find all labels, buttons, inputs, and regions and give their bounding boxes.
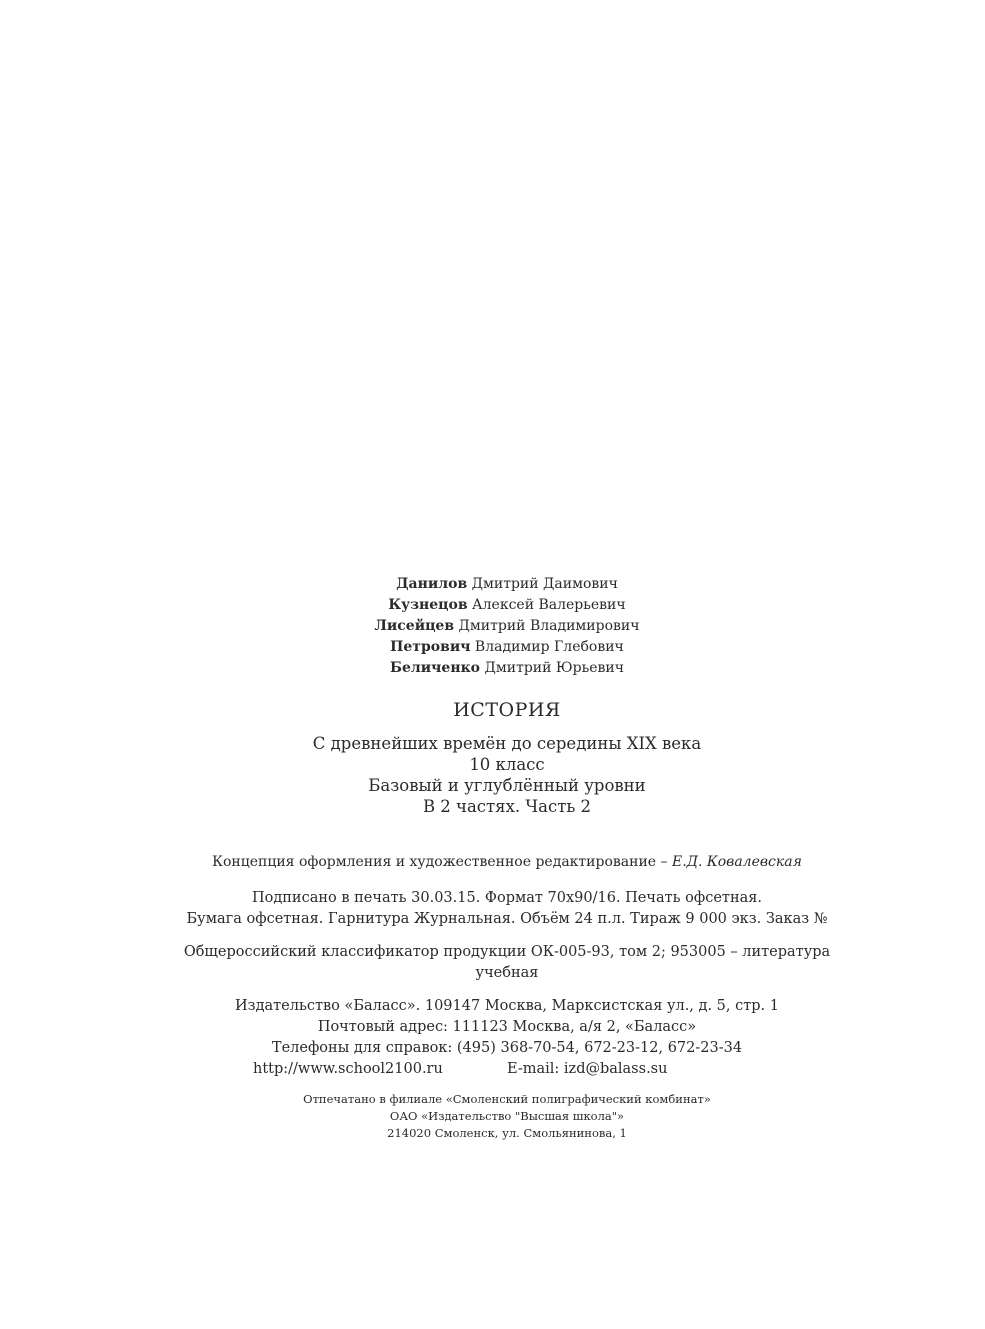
- printer-line: ОАО «Издательство "Высшая школа"»: [389, 1109, 625, 1123]
- design-credit-text: Концепция оформления и художественное редактирование –: [212, 854, 668, 870]
- email-link[interactable]: E-mail: izd@balass.su: [507, 1061, 668, 1077]
- author-surname: Петрович: [390, 639, 471, 655]
- author-given-name: Дмитрий Юрьевич: [484, 660, 624, 676]
- author-surname: Беличенко: [390, 660, 481, 676]
- author-line: [0, 658, 985, 679]
- publisher-address: Издательство «Баласс». 109147 Москва, Марксистская ул., д. 5, стр. 1: [235, 998, 779, 1014]
- subtitle-line: В 2 частях. Часть 2: [422, 797, 592, 816]
- author-given-name: Дмитрий Владимирович: [458, 618, 640, 634]
- print-details-line: Бумага офсетная. Гарнитура Журнальная. Объём 24 п.л. Тираж 9 000 экз. Заказ №: [186, 911, 828, 927]
- print-details-line: Подписано в печать 30.03.15. Формат 70х90/16. Печать офсетная.: [251, 890, 763, 906]
- subtitle-line: Базовый и углублённый уровни: [368, 776, 646, 795]
- website-link[interactable]: http://www.school2100.ru: [253, 1061, 443, 1077]
- author-line: [0, 637, 985, 658]
- author-given-name: Дмитрий Даимович: [471, 576, 618, 592]
- author-line: [0, 574, 985, 595]
- author-line: [0, 616, 985, 637]
- design-credit: [0, 854, 985, 870]
- author-surname: Данилов: [396, 576, 468, 592]
- author-line: [0, 595, 985, 616]
- author-surname: Лисейцев: [374, 618, 455, 634]
- author-surname: Кузнецов: [388, 597, 468, 613]
- postal-address: Почтовый адрес: 111123 Москва, а/я 2, «Баласс»: [317, 1019, 697, 1035]
- subtitle-line: 10 класс: [469, 755, 545, 774]
- printer-line: 214020 Смоленск, ул. Смольянинова, 1: [387, 1126, 627, 1140]
- classifier-line: Общероссийский классификатор продукции ОК-005-93, том 2; 953005 – литература: [183, 944, 831, 960]
- author-given-name: Алексей Валерьевич: [472, 597, 626, 613]
- subtitle-line: С древнейших времён до середины XIX века: [312, 734, 702, 753]
- author-given-name: Владимир Глебович: [474, 639, 624, 655]
- printer-line: Отпечатано в филиале «Смоленский полиграфический комбинат»: [303, 1092, 711, 1106]
- book-title: ИСТОРИЯ: [453, 699, 561, 721]
- design-credit-person: Е.Д. Ковалевская: [671, 854, 802, 870]
- phone-numbers: Телефоны для справок: (495) 368-70-54, 672-23-12, 672-23-34: [271, 1040, 743, 1056]
- classifier-line: учебная: [475, 965, 539, 981]
